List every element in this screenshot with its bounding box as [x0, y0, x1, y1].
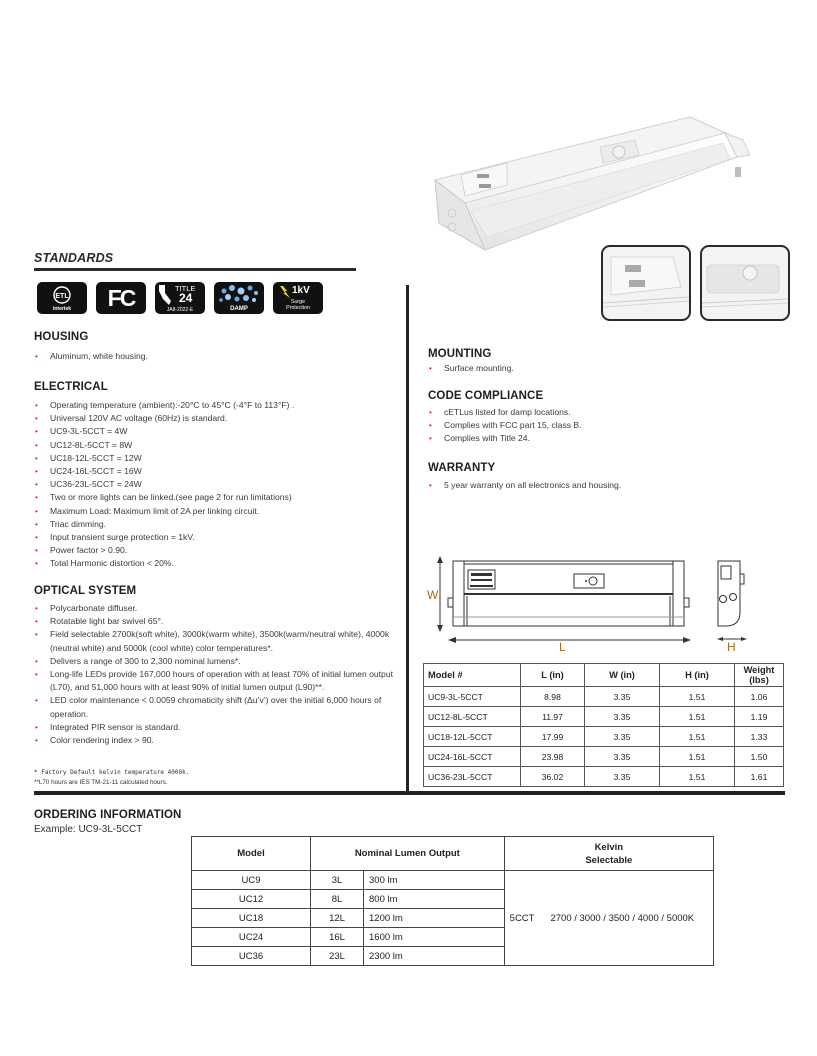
- title24-badge: [155, 282, 205, 314]
- col-length: L (in): [521, 664, 585, 687]
- col-height: H (in): [660, 664, 735, 687]
- optical-item: • Field selectable 2700k(soft white), 3000k(warm white), 3500k(warm/neutral white), 4000k (neutral white) and 5000k (cool white) color temperatures*.: [34, 628, 396, 654]
- optical-item: • Long-life LEDs provide 167,000 hours of operation with at least 70% of initial lumen output (L70), and 51,000 hours with at least 90% of initial lumen output (L90)**.: [34, 668, 396, 694]
- cell-lumen-code: 23L: [311, 947, 364, 966]
- cell-height: 1.51: [660, 727, 735, 747]
- lightning-icon: [278, 285, 292, 299]
- dimensions-row: [424, 767, 784, 787]
- footnote-l70: **L70 hours are IES TM-21-11 calculated hours.: [34, 779, 168, 786]
- svg-text:ETL: ETL: [55, 293, 69, 300]
- dimensions-row: [424, 707, 784, 727]
- product-photo: [425, 95, 760, 265]
- inset-photo-switches: [601, 245, 691, 321]
- code-compliance-item: • Complies with Title 24.: [428, 432, 778, 445]
- cell-length: 23.98: [521, 747, 585, 767]
- kelvin-header-line2: Selectable: [585, 854, 633, 866]
- cell-lumen-code: 16L: [311, 928, 364, 947]
- housing-list: [34, 350, 394, 363]
- optical-heading: OPTICAL SYSTEM: [34, 585, 137, 597]
- electrical-item: • Maximum Load: Maximum limit of 2A per linking circuit.: [34, 505, 399, 518]
- title24-line2: 24: [179, 291, 193, 305]
- dimensions-row: [424, 747, 784, 767]
- surge-badge: [273, 282, 323, 314]
- cell-lumen-code: 12L: [311, 909, 364, 928]
- optical-item: • LED color maintenance < 0.0059 chromaticity shift (Δu’v’) over the initial 6,000 hours of operation.: [34, 694, 396, 720]
- ordering-table: [191, 836, 714, 966]
- electrical-heading: ELECTRICAL: [34, 381, 108, 393]
- cell-model: UC9: [192, 871, 311, 890]
- fcc-icon: FC: [107, 285, 135, 311]
- kelvin-code: 5CCT: [509, 912, 535, 924]
- footnote-kelvin: * Factory Default kelvin temperature 4000k.: [34, 769, 190, 776]
- col-model: Model: [192, 837, 311, 871]
- cell-model: UC36: [192, 947, 311, 966]
- surge-value: 1kV: [292, 285, 310, 296]
- mounting-heading: MOUNTING: [428, 348, 492, 360]
- cell-lumen-value: 2300 lm: [364, 947, 505, 966]
- dimensions-table: [423, 663, 784, 787]
- code-compliance-item: • cETLus listed for damp locations.: [428, 406, 778, 419]
- cell-lumen-value: 1600 lm: [364, 928, 505, 947]
- fcc-badge: [96, 282, 146, 314]
- cell-width: 3.35: [585, 707, 660, 727]
- cell-width: 3.35: [585, 727, 660, 747]
- cell-model: UC9-3L-5CCT: [424, 687, 521, 707]
- optical-item: • Color rendering index > 90.: [34, 734, 396, 747]
- warranty-item: • 5 year warranty on all electronics and housing.: [428, 479, 778, 492]
- dimension-drawing: [420, 552, 790, 656]
- electrical-list: [34, 399, 399, 571]
- electrical-item: • UC12-8L-5CCT = 8W: [34, 439, 399, 452]
- code-compliance-item: • Complies with FCC part 15, class B.: [428, 419, 778, 432]
- height-label: H: [727, 640, 736, 654]
- cell-lumen-code: 8L: [311, 890, 364, 909]
- cell-model: UC12-8L-5CCT: [424, 707, 521, 727]
- cell-weight: 1.19: [735, 707, 784, 727]
- cell-weight: 1.06: [735, 687, 784, 707]
- water-drops-icon: [214, 282, 264, 306]
- cell-length: 36.02: [521, 767, 585, 787]
- standards-rule: [34, 268, 356, 271]
- cell-weight: 1.33: [735, 727, 784, 747]
- cell-lumen-code: 3L: [311, 871, 364, 890]
- dimensions-row: [424, 687, 784, 707]
- cell-model: UC24-16L-5CCT: [424, 747, 521, 767]
- cell-length: 11.97: [521, 707, 585, 727]
- code-compliance-heading: CODE COMPLIANCE: [428, 390, 544, 402]
- warranty-heading: WARRANTY: [428, 462, 496, 474]
- width-label: W: [427, 588, 439, 602]
- cell-model: UC18-12L-5CCT: [424, 727, 521, 747]
- optical-item: • Integrated PIR sensor is standard.: [34, 721, 396, 734]
- surge-caption-2: Protection: [286, 305, 310, 311]
- optical-item: • Delivers a range of 300 to 2,300 nominal lumens*.: [34, 655, 396, 668]
- col-lumen-output: Nominal Lumen Output: [311, 837, 505, 871]
- electrical-item: • UC18-12L-5CCT = 12W: [34, 452, 399, 465]
- cell-weight: 1.50: [735, 747, 784, 767]
- housing-item: • Aluminum, white housing.: [34, 350, 394, 363]
- cell-length: 17.99: [521, 727, 585, 747]
- dimensions-row: [424, 727, 784, 747]
- warranty-list: [428, 479, 778, 492]
- cell-width: 3.35: [585, 687, 660, 707]
- cell-lumen-value: 800 lm: [364, 890, 505, 909]
- electrical-item: • Input transient surge protection = 1kV.: [34, 531, 399, 544]
- cell-weight: 1.61: [735, 767, 784, 787]
- ordering-heading: ORDERING INFORMATION: [34, 809, 182, 821]
- code-compliance-list: [428, 406, 778, 446]
- cell-length: 8.98: [521, 687, 585, 707]
- etl-caption: Intertek: [52, 306, 72, 312]
- electrical-item: • Two or more lights can be linked.(see page 2 for run limitations): [34, 491, 399, 504]
- optical-item: • Rotatable light bar swivel 65°.: [34, 615, 396, 628]
- kelvin-header-line1: Kelvin: [594, 841, 624, 853]
- electrical-item: • UC36-23L-5CCT = 24W: [34, 478, 399, 491]
- dimensions-header-row: [424, 664, 784, 687]
- damp-badge: [214, 282, 264, 314]
- cell-width: 3.35: [585, 747, 660, 767]
- length-label: L: [559, 640, 566, 654]
- col-width: W (in): [585, 664, 660, 687]
- title24-caption: JA8-2022-E: [166, 307, 194, 313]
- cell-height: 1.51: [660, 707, 735, 727]
- cell-model: UC24: [192, 928, 311, 947]
- etl-badge: [37, 282, 87, 314]
- title24-line1: TITLE: [175, 284, 196, 293]
- california-icon: [158, 285, 172, 305]
- cell-height: 1.51: [660, 767, 735, 787]
- inset-photo-sensor: [700, 245, 790, 321]
- cell-lumen-value: 1200 lm: [364, 909, 505, 928]
- section-divider: [34, 791, 785, 795]
- electrical-item: • Triac dimming.: [34, 518, 399, 531]
- electrical-item: • UC9-3L-5CCT = 4W: [34, 425, 399, 438]
- ordering-header-row: [192, 837, 714, 871]
- standards-heading: STANDARDS: [34, 251, 114, 265]
- cell-model: UC36-23L-5CCT: [424, 767, 521, 787]
- optical-list: [34, 602, 396, 747]
- cell-model: UC18: [192, 909, 311, 928]
- col-weight: Weight (lbs): [735, 664, 784, 687]
- cell-lumen-value: 300 lm: [364, 871, 505, 890]
- col-model: Model #: [424, 664, 521, 687]
- col-kelvin: [504, 837, 713, 871]
- surge-caption: Surge: [290, 299, 306, 305]
- kelvin-values: 2700 / 3000 / 3500 / 4000 / 5000K: [550, 912, 695, 924]
- ordering-example: Example: UC9-3L-5CCT: [34, 824, 143, 835]
- mounting-item: • Surface mounting.: [428, 362, 778, 375]
- page-cutoff: [180, 966, 740, 986]
- cell-height: 1.51: [660, 687, 735, 707]
- electrical-item: • UC24-16L-5CCT = 16W: [34, 465, 399, 478]
- cell-width: 3.35: [585, 767, 660, 787]
- electrical-item: • Universal 120V AC voltage (60Hz) is standard.: [34, 412, 399, 425]
- certification-badges: [37, 282, 323, 314]
- cell-kelvin: [504, 871, 713, 966]
- electrical-item: • Operating temperature (ambient):-20°C to 45°C (-4°F to 113°F) .: [34, 399, 399, 412]
- housing-heading: HOUSING: [34, 331, 89, 343]
- damp-caption: DAMP: [230, 306, 248, 312]
- electrical-item: • Total Harmonic distortion < 20%.: [34, 557, 399, 570]
- cell-height: 1.51: [660, 747, 735, 767]
- column-divider: [406, 285, 409, 795]
- mounting-list: [428, 362, 778, 375]
- cell-model: UC12: [192, 890, 311, 909]
- optical-item: • Polycarbonate diffuser.: [34, 602, 396, 615]
- electrical-item: • Power factor > 0.90.: [34, 544, 399, 557]
- ordering-row: [192, 871, 714, 890]
